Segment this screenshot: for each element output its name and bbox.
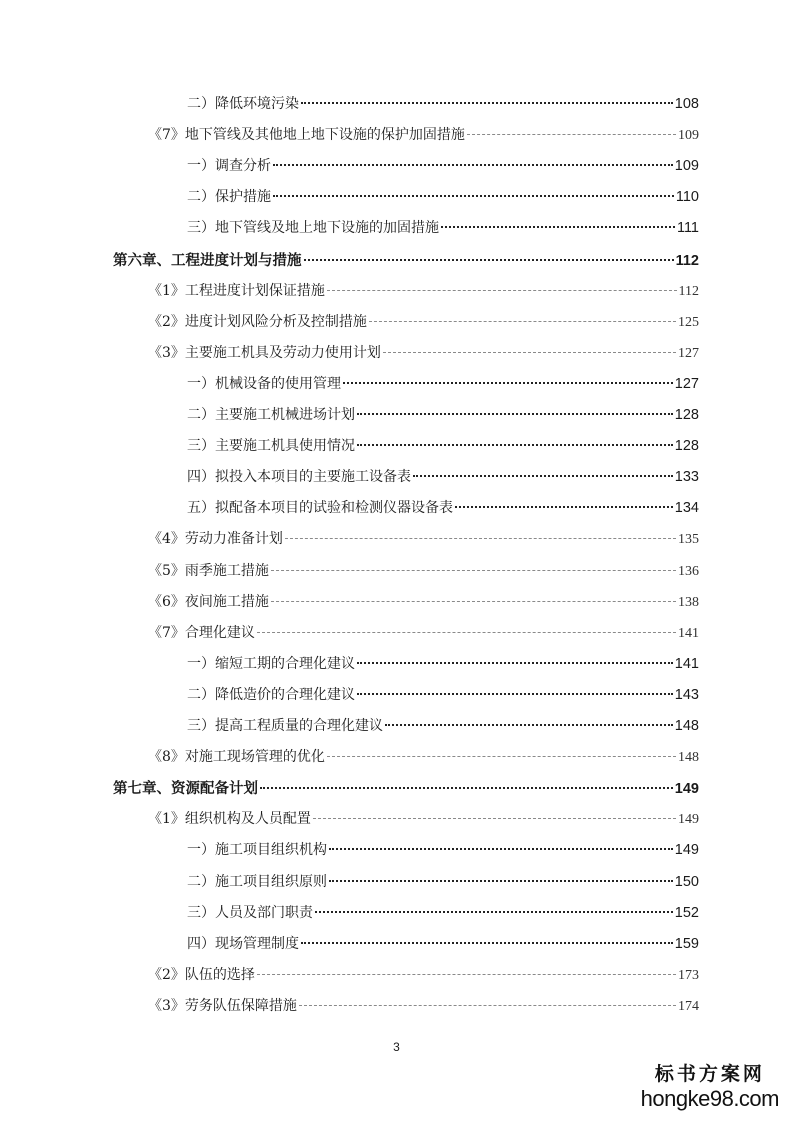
- toc-subsection-entry[interactable]: [187, 715, 699, 737]
- toc-entry-page: 173: [678, 967, 699, 983]
- toc-section-entry[interactable]: [148, 746, 699, 768]
- toc-entry-title: 第六章、工程进度计划与措施: [113, 252, 302, 269]
- toc-entry-title: 《7》合理化建议: [148, 624, 255, 641]
- toc-entry-page: 148: [678, 750, 699, 766]
- toc-section-entry[interactable]: [148, 591, 699, 613]
- toc-entry-page: 141: [678, 625, 699, 641]
- toc-entry-title: 《8》对施工现场管理的优化: [148, 749, 325, 766]
- toc-entry-title: 第七章、资源配备计划: [113, 781, 258, 798]
- toc-entry-title: 《7》地下管线及其他地上地下设施的保护加固措施: [148, 127, 465, 144]
- toc-entry-page: 109: [678, 128, 699, 144]
- toc-entry-title: 二）施工项目组织原则: [187, 873, 327, 890]
- toc-entry-page: 141: [674, 655, 699, 672]
- toc-chapter-entry[interactable]: [113, 249, 699, 271]
- toc-entry-title: 五）拟配备本项目的试验和检测仪器设备表: [187, 500, 453, 517]
- toc-subsection-entry[interactable]: [187, 404, 699, 426]
- toc-entry-title: 二）主要施工机械进场计划: [187, 407, 355, 423]
- toc-section-entry[interactable]: [148, 622, 699, 644]
- toc-entry-page: 108: [674, 96, 699, 112]
- toc-leader-line: [301, 102, 673, 104]
- toc-entry-page: 148: [674, 718, 699, 734]
- toc-entry-page: 136: [678, 563, 699, 579]
- toc-entry-title: 二）保护措施: [187, 189, 271, 206]
- toc-leader-line: [441, 226, 675, 228]
- toc-section-entry[interactable]: [148, 124, 699, 146]
- toc-leader-line: [301, 942, 673, 944]
- toc-entry-title: 《1》组织机构及人员配置: [148, 811, 311, 828]
- toc-entry-page: 125: [678, 314, 699, 330]
- toc-entry-title: 《2》进度计划风险分析及控制措施: [148, 313, 367, 330]
- toc-subsection-entry[interactable]: [187, 839, 699, 861]
- toc-entry-title: 《6》夜间施工措施: [148, 593, 269, 610]
- toc-leader-line: [257, 632, 676, 633]
- toc-entry-page: 149: [678, 812, 699, 828]
- toc-entry-title: 《5》雨季施工措施: [148, 562, 269, 579]
- toc-leader-line: [329, 880, 673, 882]
- toc-leader-line: [329, 848, 673, 850]
- watermark-url: hongke98.com: [640, 1086, 779, 1111]
- toc-section-entry[interactable]: [148, 964, 699, 986]
- toc-entry-page: 152: [674, 904, 699, 921]
- toc-subsection-entry[interactable]: [187, 497, 699, 519]
- toc-entry-title: 四）拟投入本项目的主要施工设备表: [187, 469, 411, 486]
- toc-subsection-entry[interactable]: [187, 217, 699, 239]
- toc-subsection-entry[interactable]: [187, 871, 699, 893]
- toc-section-entry[interactable]: [148, 995, 699, 1017]
- toc-entry-title: 三）主要施工机具使用情况: [187, 438, 355, 455]
- toc-subsection-entry[interactable]: [187, 93, 699, 115]
- toc-entry-page: 134: [674, 500, 699, 517]
- toc-leader-line: [285, 538, 676, 539]
- toc-entry-title: 《4》劳动力准备计划: [148, 531, 283, 548]
- toc-leader-line: [357, 444, 673, 446]
- toc-subsection-entry[interactable]: [187, 684, 699, 706]
- toc-subsection-entry[interactable]: [187, 653, 699, 675]
- toc-entry-page: 128: [674, 407, 699, 423]
- toc-entry-page: 135: [678, 532, 699, 548]
- toc-entry-page: 127: [674, 375, 699, 392]
- toc-section-entry[interactable]: [148, 280, 699, 302]
- toc-section-entry[interactable]: [148, 311, 699, 333]
- toc-entry-page: 149: [674, 842, 699, 859]
- watermark-title: 标书方案网: [654, 1063, 765, 1085]
- toc-section-entry[interactable]: [148, 808, 699, 830]
- toc-entry-page: 143: [674, 686, 699, 703]
- toc-leader-line: [315, 911, 673, 913]
- toc-leader-line: [327, 756, 676, 757]
- toc-leader-line: [385, 724, 673, 726]
- toc-entry-page: 138: [678, 594, 699, 610]
- toc-subsection-entry[interactable]: [187, 373, 699, 395]
- toc-entry-title: 二）降低造价的合理化建议: [187, 686, 355, 703]
- toc-entry-page: 110: [675, 189, 699, 206]
- toc-leader-line: [413, 475, 673, 477]
- toc-subsection-entry[interactable]: [187, 933, 699, 955]
- toc-leader-line: [260, 787, 673, 789]
- toc-entry-page: 109: [674, 158, 699, 175]
- toc-entry-page: 174: [678, 998, 699, 1014]
- toc-subsection-entry[interactable]: [187, 466, 699, 488]
- toc-entry-page: 112: [678, 283, 699, 299]
- toc-leader-line: [299, 1005, 676, 1006]
- toc-entry-page: 150: [674, 873, 699, 890]
- toc-entry-page: 112: [675, 252, 699, 269]
- toc-leader-line: [271, 570, 676, 571]
- toc-section-entry[interactable]: [148, 560, 699, 582]
- toc-subsection-entry[interactable]: [187, 435, 699, 457]
- toc-entry-page: 133: [674, 469, 699, 486]
- toc-leader-line: [271, 601, 676, 602]
- toc-leader-line: [369, 321, 676, 322]
- toc-leader-line: [343, 382, 673, 384]
- site-watermark: [641, 1059, 779, 1112]
- toc-leader-line: [357, 662, 673, 664]
- toc-leader-line: [313, 818, 676, 819]
- toc-leader-line: [327, 290, 677, 291]
- page-number: 3: [393, 1040, 400, 1054]
- toc-entry-page: 128: [674, 438, 699, 455]
- toc-entry-page: 159: [674, 935, 699, 952]
- toc-entry-page: 111: [676, 220, 699, 237]
- toc-leader-line: [304, 259, 674, 261]
- toc-leader-line: [383, 352, 676, 353]
- toc-chapter-entry[interactable]: [113, 777, 699, 799]
- toc-entry-title: 《3》劳务队伍保障措施: [148, 997, 297, 1014]
- toc-entry-title: 一）缩短工期的合理化建议: [187, 655, 355, 672]
- toc-leader-line: [467, 134, 676, 135]
- toc-leader-line: [273, 164, 673, 166]
- toc-subsection-entry[interactable]: [187, 155, 699, 177]
- toc-entry-title: 《3》主要施工机具及劳动力使用计划: [148, 344, 381, 361]
- toc-section-entry[interactable]: [148, 342, 699, 364]
- toc-entry-page: 149: [674, 781, 699, 798]
- toc-leader-line: [455, 506, 673, 508]
- toc-leader-line: [357, 693, 673, 695]
- toc-entry-page: 127: [678, 345, 699, 361]
- toc-entry-title: 四）现场管理制度: [187, 935, 299, 952]
- toc-entry-title: 一）施工项目组织机构: [187, 842, 327, 859]
- toc-entry-title: 一）调查分析: [187, 158, 271, 175]
- toc-section-entry[interactable]: [148, 528, 699, 550]
- toc-entry-title: 《2》队伍的选择: [148, 966, 255, 983]
- toc-subsection-entry[interactable]: [187, 902, 699, 924]
- toc-leader-line: [273, 195, 674, 197]
- toc-entry-title: 二）降低环境污染: [187, 96, 299, 112]
- toc-leader-line: [357, 413, 673, 415]
- toc-subsection-entry[interactable]: [187, 186, 699, 208]
- toc-entry-title: 三）提高工程质量的合理化建议: [187, 718, 383, 734]
- toc-entry-title: 三）地下管线及地上地下设施的加固措施: [187, 220, 439, 237]
- toc-leader-line: [257, 974, 676, 975]
- toc-entry-title: 三）人员及部门职责: [187, 904, 313, 921]
- toc-entry-title: 《1》工程进度计划保证措施: [148, 282, 325, 299]
- toc-entry-title: 一）机械设备的使用管理: [187, 375, 341, 392]
